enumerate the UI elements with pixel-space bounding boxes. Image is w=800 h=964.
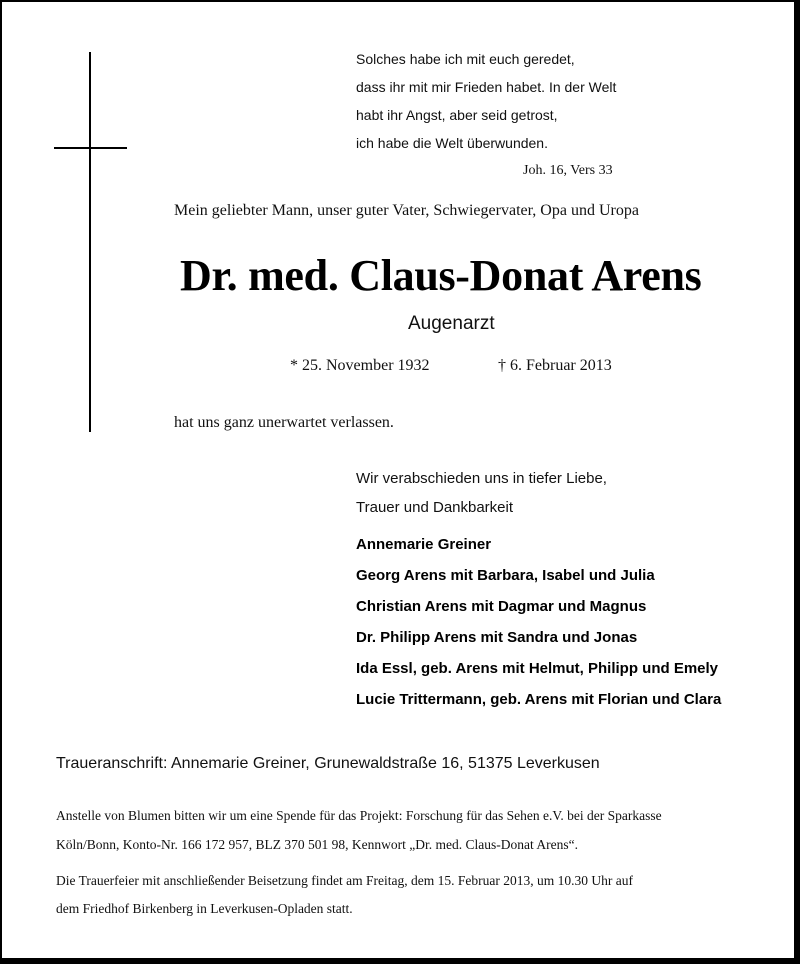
verse-reference: Joh. 16, Vers 33 (523, 163, 613, 178)
intro-line: Mein geliebter Mann, unser guter Vater, Schwiegervater, Opa und Uropa (174, 202, 639, 219)
donation-line: Köln/Bonn, Konto-Nr. 166 172 957, BLZ 370 501 98, Kennwort „Dr. med. Claus-Donat Arens“. (56, 837, 578, 852)
passing-message: hat uns ganz unerwartet verlassen. (174, 414, 394, 431)
donation-line: Anstelle von Blumen bitten wir um eine Spende für das Projekt: Forschung für das Sehen e.V. bei der Sparkasse (56, 808, 662, 823)
verse-line: dass ihr mit mir Frieden habet. In der Welt (356, 79, 617, 95)
verse-line: Solches habe ich mit euch geredet, (356, 51, 575, 67)
mourning-address: Traueranschrift: Annemarie Greiner, Grunewaldstraße 16, 51375 Leverkusen (56, 755, 600, 772)
mourner-entry: Dr. Philipp Arens mit Sandra und Jonas (356, 629, 638, 646)
farewell-line: Wir verabschieden uns in tiefer Liebe, (356, 470, 607, 487)
mourner-entry: Annemarie Greiner (356, 536, 492, 553)
funeral-line: Die Trauerfeier mit anschließender Beisetzung findet am Freitag, dem 15. Februar 2013, um 10.30 Uhr auf (56, 873, 633, 888)
mourner-entry: Christian Arens mit Dagmar und Magnus (356, 598, 647, 615)
funeral-line: dem Friedhof Birkenberg in Leverkusen-Opladen statt. (56, 901, 353, 916)
verse-line: habt ihr Angst, aber seid getrost, (356, 107, 558, 123)
birth-date: * 25. November 1932 (290, 357, 430, 374)
cross-vertical-bar (89, 52, 91, 432)
deceased-profession: Augenarzt (408, 313, 495, 334)
verse-line: ich habe die Welt überwunden. (356, 135, 548, 151)
mourner-entry: Georg Arens mit Barbara, Isabel und Julia (356, 567, 655, 584)
mourner-entry: Ida Essl, geb. Arens mit Helmut, Philipp und Emely (356, 660, 719, 677)
mourner-entry: Lucie Trittermann, geb. Arens mit Florian und Clara (356, 691, 722, 708)
deceased-name: Dr. med. Claus-Donat Arens (180, 251, 702, 300)
death-date: † 6. Februar 2013 (498, 357, 612, 374)
farewell-line: Trauer und Dankbarkeit (356, 499, 514, 516)
cross-horizontal-bar (54, 147, 127, 149)
